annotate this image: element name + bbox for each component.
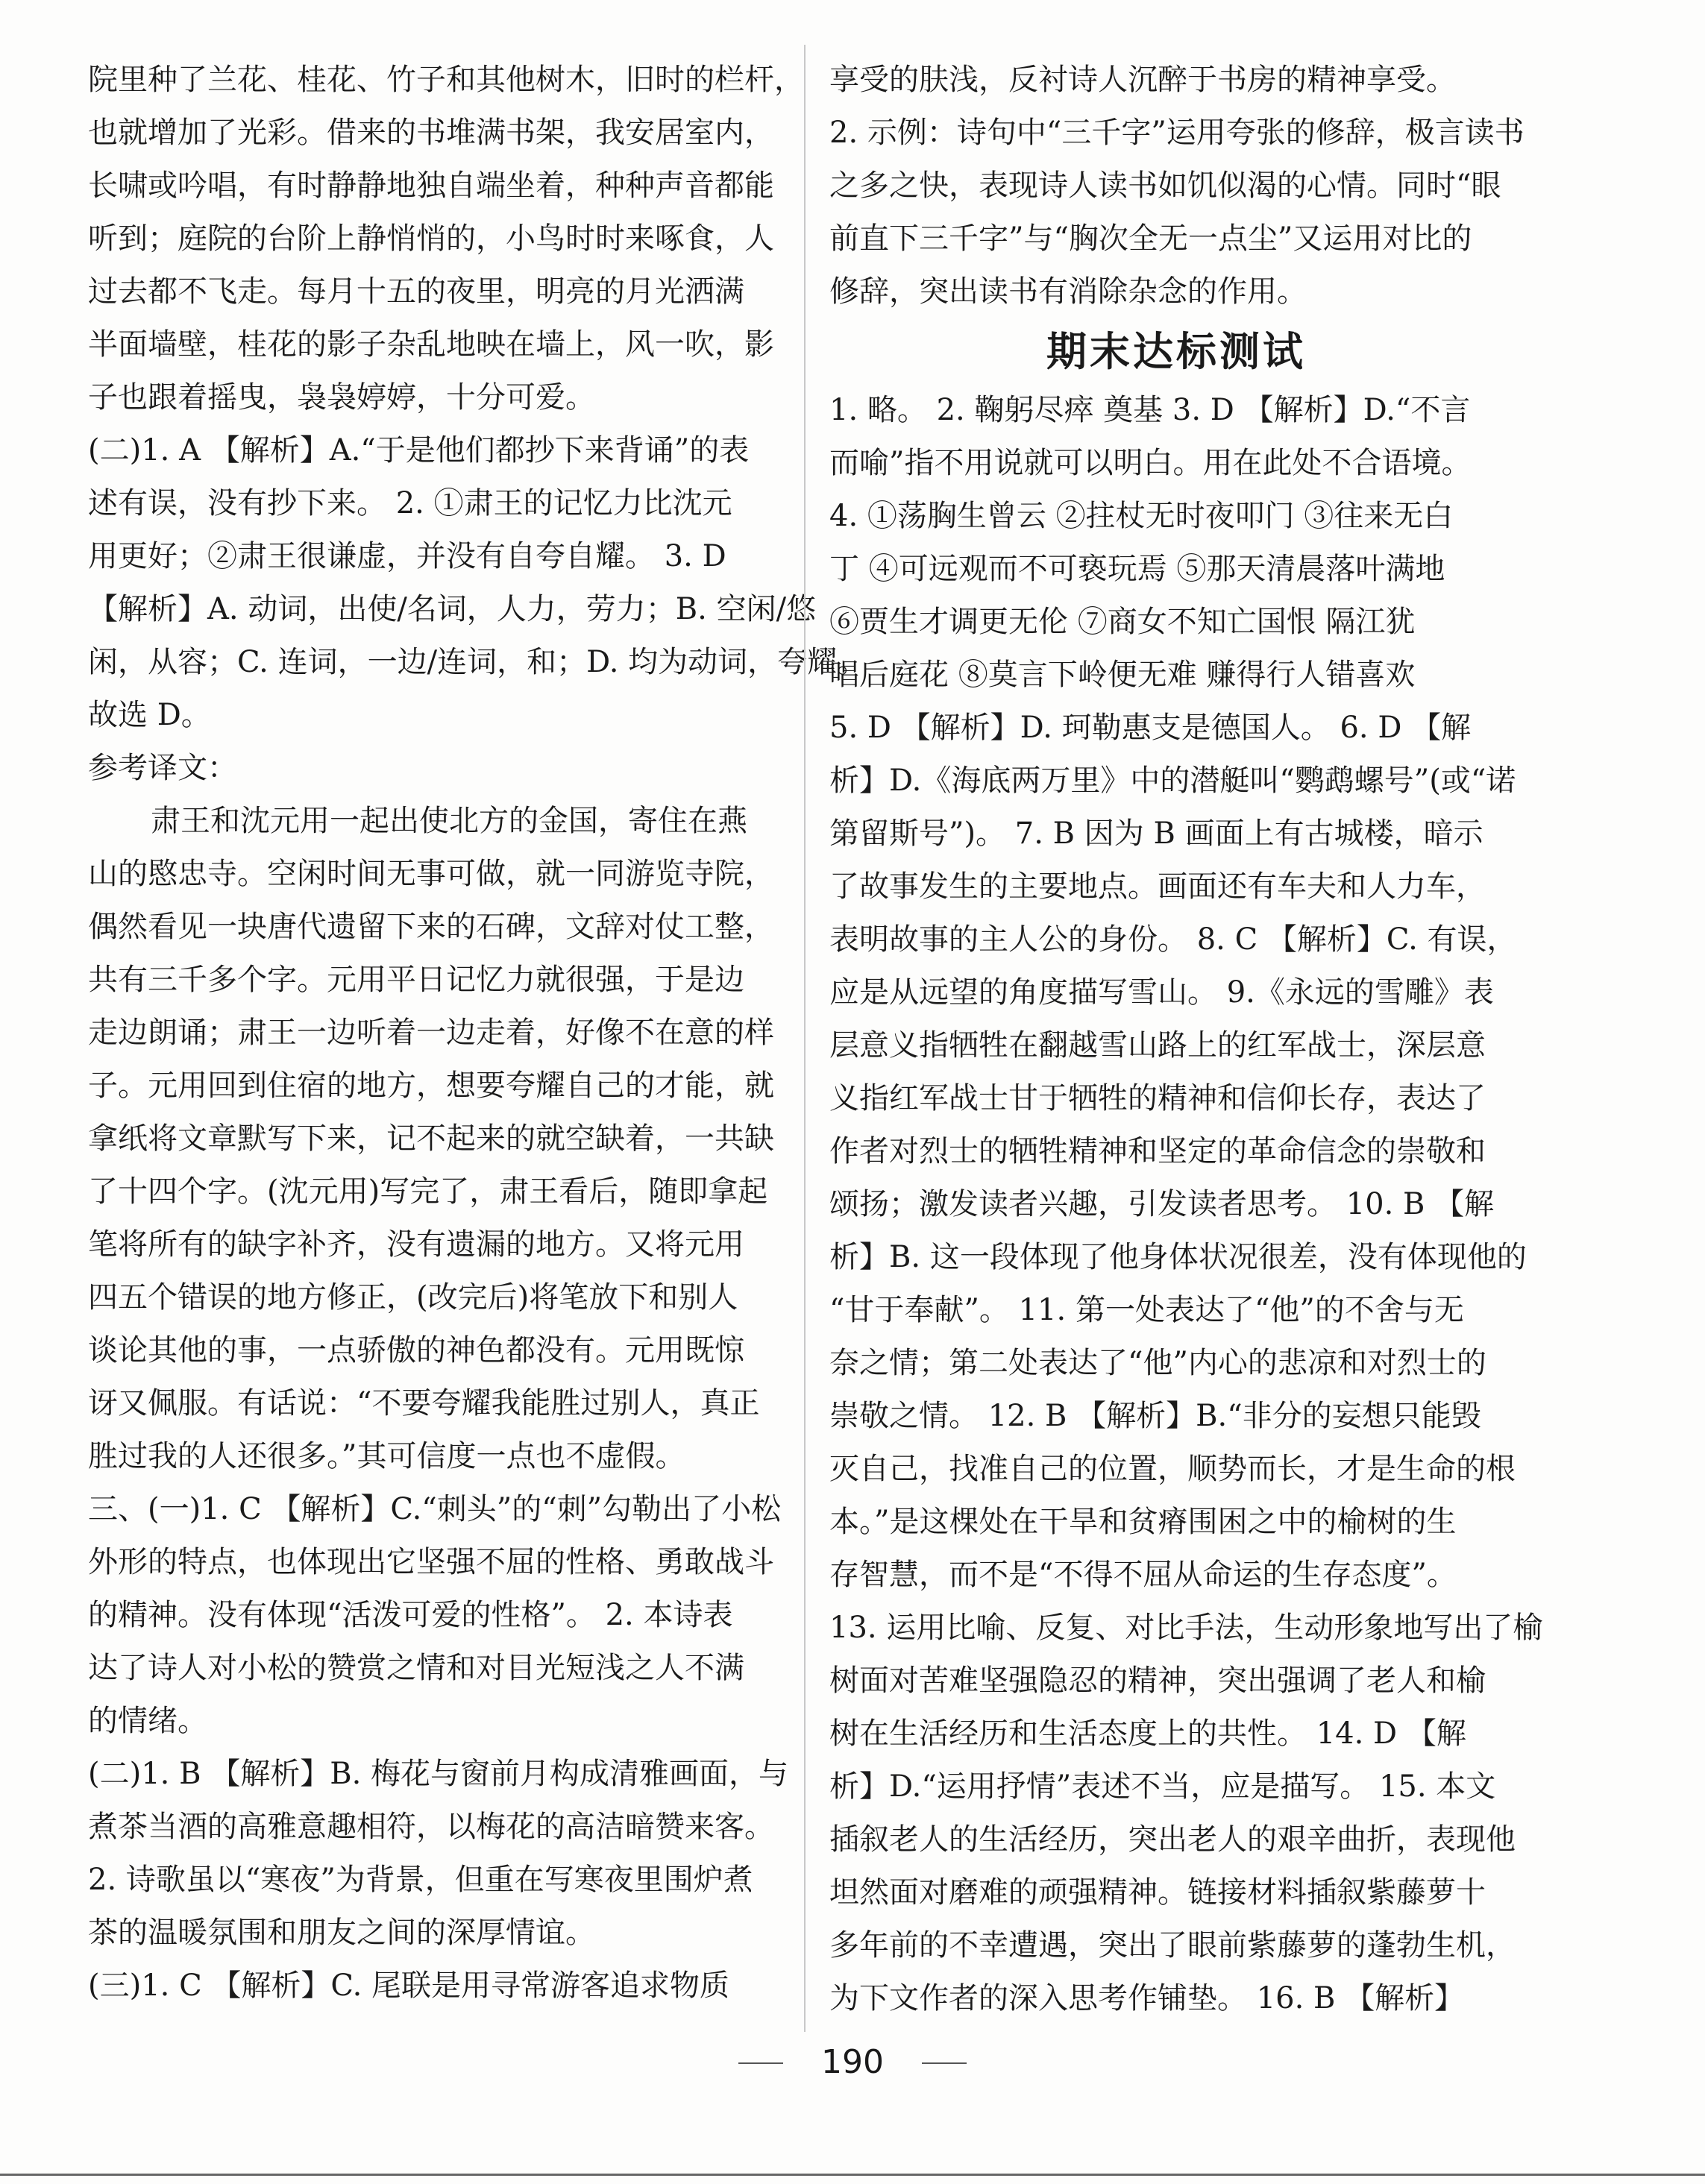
text-line: 义指红军战士甘于牺牲的精神和信仰长存，表达了 (829, 1081, 1486, 1115)
text-line: 院里种了兰花、桂花、竹子和其他树木，旧时的栏杆， (88, 63, 804, 97)
text-line: 析】B. 这一段体现了他身体状况很差，没有体现他的 (829, 1240, 1527, 1274)
text-line: 故选 D。 (88, 698, 211, 732)
text-line: 13. 运用比喻、反复、对比手法，生动形象地写出了榆 (829, 1611, 1543, 1645)
text-line: 共有三千多个字。元用平日记忆力就很强，于是边 (88, 963, 744, 997)
text-line: 4. ①荡胸生曾云 ②拄杖无时夜叩门 ③往来无白 (829, 499, 1454, 533)
text-line: 树在生活经历和生活态度上的共性。 14. D 【解 (829, 1716, 1466, 1751)
text-line: 子。元用回到住宿的地方，想要夸耀自己的才能，就 (88, 1069, 774, 1103)
text-line: 颂扬；激发读者兴趣，引发读者思考。 10. B 【解 (829, 1187, 1495, 1221)
text-line: 了十四个字。(沈元用)写完了，肃王看后，随即拿起 (88, 1174, 768, 1209)
left-column (88, 54, 867, 2013)
text-line: 述有误，没有抄下来。 2. ①肃王的记忆力比沈元 (88, 486, 732, 520)
text-line: 达了诗人对小松的赞赏之情和对目光短浅之人不满 (88, 1651, 744, 1685)
text-line: 的情绪。 (88, 1704, 207, 1738)
section-heading: 期末达标测试 (1046, 327, 1306, 375)
text-line: 析】D.“运用抒情”表述不当，应是描写。 15. 本文 (829, 1769, 1496, 1804)
text-line: 三、(一)1. C 【解析】C.“刺头”的“刺”勾勒出了小松 (88, 1492, 782, 1526)
text-line: 第留斯号”)。 7. B 因为 B 画面上有古城楼，暗示 (829, 816, 1483, 851)
text-line: 四五个错误的地方修正，(改完后)将笔放下和别人 (88, 1280, 738, 1315)
text-line: 5. D 【解析】D. 珂勒惠支是德国人。 6. D 【解 (829, 711, 1472, 745)
text-line: 修辞，突出读书有消除杂念的作用。 (829, 274, 1307, 309)
text-line: (二)1. B 【解析】B. 梅花与窗前月构成清雅画面，与 (88, 1757, 789, 1791)
text-line: 灭自己，找准自己的位置，顺势而长，才是生命的根 (829, 1452, 1516, 1486)
text-line: 唱后庭花 ⑧莫言下岭便无难 赚得行人错喜欢 (829, 658, 1416, 692)
text-line: 拿纸将文章默写下来，记不起来的就空缺着，一共缺 (88, 1121, 774, 1156)
text-line: 过去都不飞走。每月十五的夜里，明亮的月光洒满 (88, 274, 744, 309)
footer-dash-left (738, 2062, 783, 2064)
text-line: 子也跟着摇曳，袅袅婷婷，十分可爱。 (88, 380, 595, 415)
text-line: 插叙老人的生活经历，突出老人的艰辛曲折，表现他 (829, 1822, 1516, 1857)
text-line: 奈之情；第二处表达了“他”内心的悲凉和对烈士的 (829, 1346, 1486, 1380)
page-footer (0, 2040, 1705, 2085)
text-line: 析】D.《海底两万里》中的潜艇叫“鹦鹉螺号”(或“诺 (829, 764, 1516, 798)
text-line: 坦然面对磨难的顽强精神。链接材料插叙紫藤萝十 (829, 1875, 1486, 1910)
text-line: (二)1. A 【解析】A.“于是他们都抄下来背诵”的表 (88, 433, 750, 468)
text-line: 茶的温暖氛围和朋友之间的深厚情谊。 (88, 1916, 595, 1950)
text-line: 层意义指牺牲在翻越雪山路上的红军战士，深层意 (829, 1028, 1486, 1063)
text-line: ⑥贾生才调更无伦 ⑦商女不知亡国恨 隔江犹 (829, 605, 1416, 639)
text-line: 胜过我的人还很多。”其可信度一点也不虚假。 (88, 1439, 685, 1473)
text-line: 2. 示例：诗句中“三千字”运用夸张的修辞，极言读书 (829, 116, 1525, 150)
text-line: 享受的肤浅，反衬诗人沉醉于书房的精神享受。 (829, 63, 1456, 97)
text-line: 参考译文： (88, 751, 237, 785)
right-column-answers (829, 384, 1543, 2025)
text-line: 多年前的不幸遭遇，突出了眼前紫藤萝的蓬勃生机， (829, 1928, 1516, 1963)
text-line: (三)1. C 【解析】C. 尾联是用寻常游客追求物质 (88, 1969, 730, 2003)
text-line: 丁 ④可远观而不可亵玩焉 ⑤那天清晨落叶满地 (829, 552, 1445, 586)
text-line: 树面对苦难坚强隐忍的精神，突出强调了老人和榆 (829, 1664, 1486, 1698)
text-line: 了故事发生的主要地点。画面还有车夫和人力车， (829, 869, 1486, 904)
text-line: 作者对烈士的牺牲精神和坚定的革命信念的崇敬和 (829, 1134, 1486, 1168)
text-line: 而喻”指不用说就可以明白。用在此处不合语境。 (829, 446, 1472, 480)
text-line: 谈论其他的事，一点骄傲的神色都没有。元用既惊 (88, 1333, 744, 1368)
text-line: 山的愍忠寺。空闲时间无事可做，就一同游览寺院， (88, 857, 774, 891)
text-line: 之多之快，表现诗人读书如饥似渴的心情。同时“眼 (829, 169, 1501, 203)
text-line: 肃王和沈元用一起出使北方的金国，寄住在燕 (151, 804, 747, 838)
text-line: 煮茶当酒的高雅意趣相符，以梅花的高洁暗赞来客。 (88, 1810, 774, 1844)
text-line: 1. 略。 2. 鞠躬尽瘁 奠基 3. D 【解析】D.“不言 (829, 393, 1471, 427)
text-line: 笔将所有的缺字补齐，没有遗漏的地方。又将元用 (88, 1227, 744, 1262)
page-number: 190 (821, 2043, 884, 2081)
text-line: 也就增加了光彩。借来的书堆满书架，我安居室内， (88, 116, 774, 150)
text-line: 本。”是这棵处在干旱和贫瘠围困之中的榆树的生 (829, 1505, 1457, 1539)
text-line: 存智慧，而不是“不得不屈从命运的生存态度”。 (829, 1558, 1457, 1592)
text-line: 走边朗诵；肃王一边听着一边走着，好像不在意的样 (88, 1016, 774, 1050)
text-line: 的精神。没有体现“活泼可爱的性格”。 2. 本诗表 (88, 1598, 733, 1632)
text-line: 为下文作者的深入思考作铺垫。 16. B 【解析】 (829, 1981, 1465, 2015)
text-line: “甘于奉献”。 11. 第一处表达了“他”的不舍与无 (829, 1293, 1464, 1327)
text-line: 听到；庭院的台阶上静悄悄的，小鸟时时来啄食，人 (88, 221, 774, 256)
text-line: 外形的特点，也体现出它坚强不屈的性格、勇敢战斗 (88, 1545, 774, 1579)
right-column (829, 54, 1543, 2025)
text-line: 崇敬之情。 12. B 【解析】B.“非分的妄想只能毁 (829, 1399, 1481, 1433)
text-line: 表明故事的主人公的身份。 8. C 【解析】C. 有误， (829, 922, 1517, 957)
text-line: 讶又佩服。有话说：“不要夸耀我能胜过别人，真正 (88, 1386, 760, 1420)
text-line: 应是从远望的角度描写雪山。 9.《永远的雪雕》表 (829, 975, 1494, 1010)
text-line: 长啸或吟唱，有时静静地独自端坐着，种种声音都能 (88, 169, 774, 203)
text-line: 【解析】A. 动词，出使/名词，人力，劳力；B. 空闲/悠 (88, 592, 817, 626)
text-line: 用更好；②肃王很谦虚，并没有自夸自耀。 3. D (88, 539, 726, 573)
bottom-rule (0, 2174, 1705, 2176)
text-line: 闲，从容；C. 连词，一边/连词，和；D. 均为动词，夸耀。 (88, 645, 867, 679)
text-line: 偶然看见一块唐代遗留下来的石碑，文辞对仗工整， (88, 910, 774, 944)
footer-dash-right (922, 2062, 967, 2064)
text-line: 半面墙壁，桂花的影子杂乱地映在墙上，风一吹，影 (88, 327, 774, 362)
text-line: 2. 诗歌虽以“寒夜”为背景，但重在写寒夜里围炉煮 (88, 1863, 753, 1897)
column-divider (804, 45, 806, 2032)
right-column-top-text (829, 54, 1523, 318)
text-line: 前直下三千字”与“胸次全无一点尘”又运用对比的 (829, 221, 1472, 256)
